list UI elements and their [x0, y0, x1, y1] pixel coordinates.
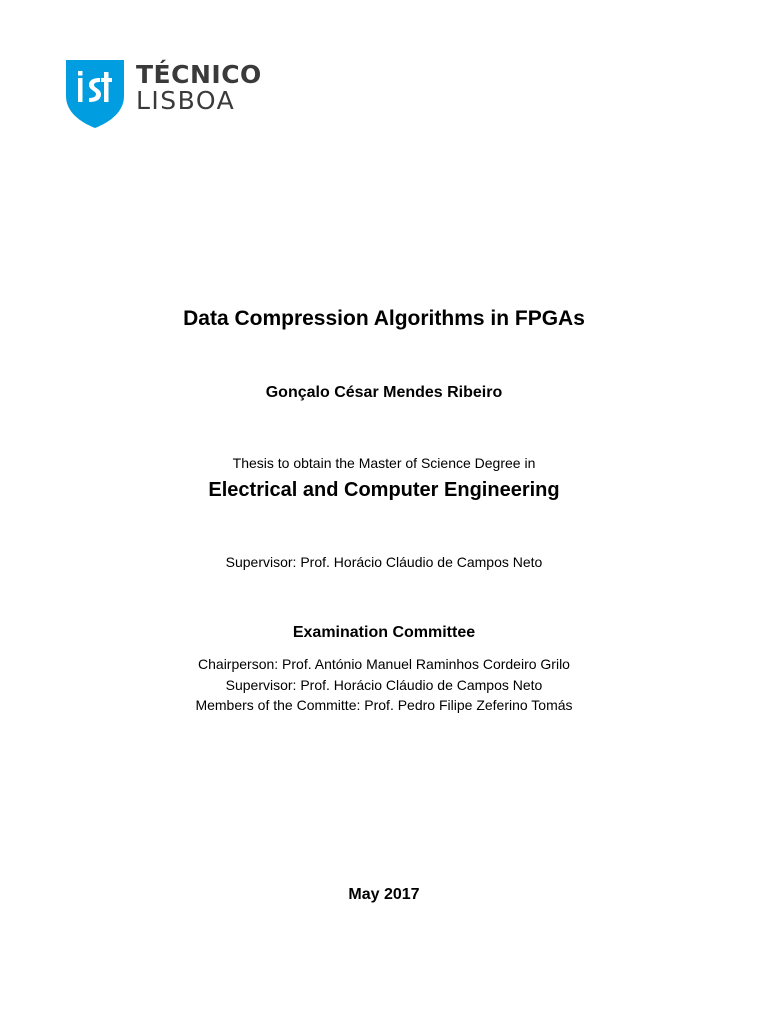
logo-wordmark-line2: LISBOA — [136, 86, 236, 115]
author-name: Gonçalo César Mendes Ribeiro — [265, 384, 503, 401]
supervisor-line: Supervisor: Prof. Horácio Cláudio de Campos Neto — [225, 554, 543, 570]
committee-list — [0, 654, 768, 716]
committee-chairperson: Chairperson: Prof. António Manuel Raminhos Cordeiro Grilo — [198, 656, 570, 672]
committee-member: Members of the Committe: Prof. Pedro Filipe Zeferino Tomás — [195, 697, 573, 713]
logo-wordmark — [136, 62, 262, 113]
committee-supervisor: Supervisor: Prof. Horácio Cláudio de Campos Neto — [225, 676, 543, 693]
shield-icon — [66, 60, 124, 128]
thesis-purpose: Thesis to obtain the Master of Science Degree in — [232, 455, 536, 471]
committee-heading: Examination Committee — [292, 624, 476, 641]
institution-logo — [66, 60, 262, 130]
thesis-title: Data Compression Algorithms in FPGAs — [183, 307, 585, 330]
degree-name: Electrical and Computer Engineering — [208, 479, 560, 501]
logo-wordmark-line1: TÉCNICO — [136, 60, 262, 89]
submission-date: May 2017 — [348, 886, 420, 903]
